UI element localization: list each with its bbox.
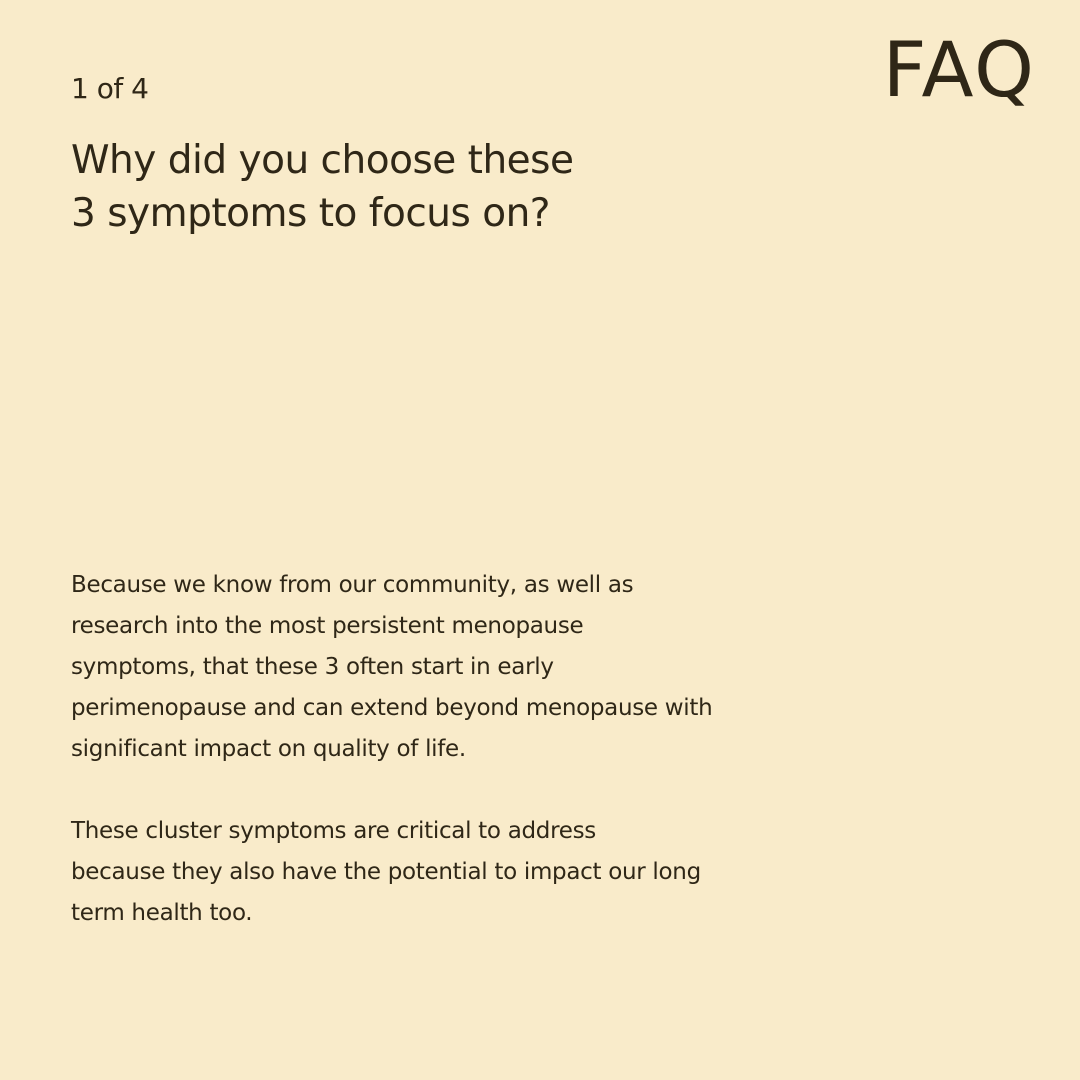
answer-line: perimenopause and can extend beyond menopause with bbox=[71, 695, 713, 721]
answer-line: because they also have the potential to impact our long bbox=[71, 859, 701, 885]
answer-line: Because we know from our community, as well as bbox=[71, 572, 634, 598]
answer-line: term health too. bbox=[71, 900, 253, 926]
question-heading bbox=[71, 134, 791, 240]
answer-line: symptoms, that these 3 often start in early bbox=[71, 654, 554, 680]
answer-paragraph bbox=[71, 565, 811, 770]
answer-paragraph bbox=[71, 811, 811, 934]
faq-heading: FAQ bbox=[882, 25, 1036, 114]
answer-line: significant impact on quality of life. bbox=[71, 736, 466, 762]
page-counter: 1 of 4 bbox=[71, 72, 149, 105]
answer-line: These cluster symptoms are critical to address bbox=[71, 818, 596, 844]
answer-line: research into the most persistent menopause bbox=[71, 613, 584, 639]
question-line: 3 symptoms to focus on? bbox=[71, 191, 551, 236]
answer-body bbox=[71, 565, 811, 934]
question-line: Why did you choose these bbox=[71, 138, 574, 183]
